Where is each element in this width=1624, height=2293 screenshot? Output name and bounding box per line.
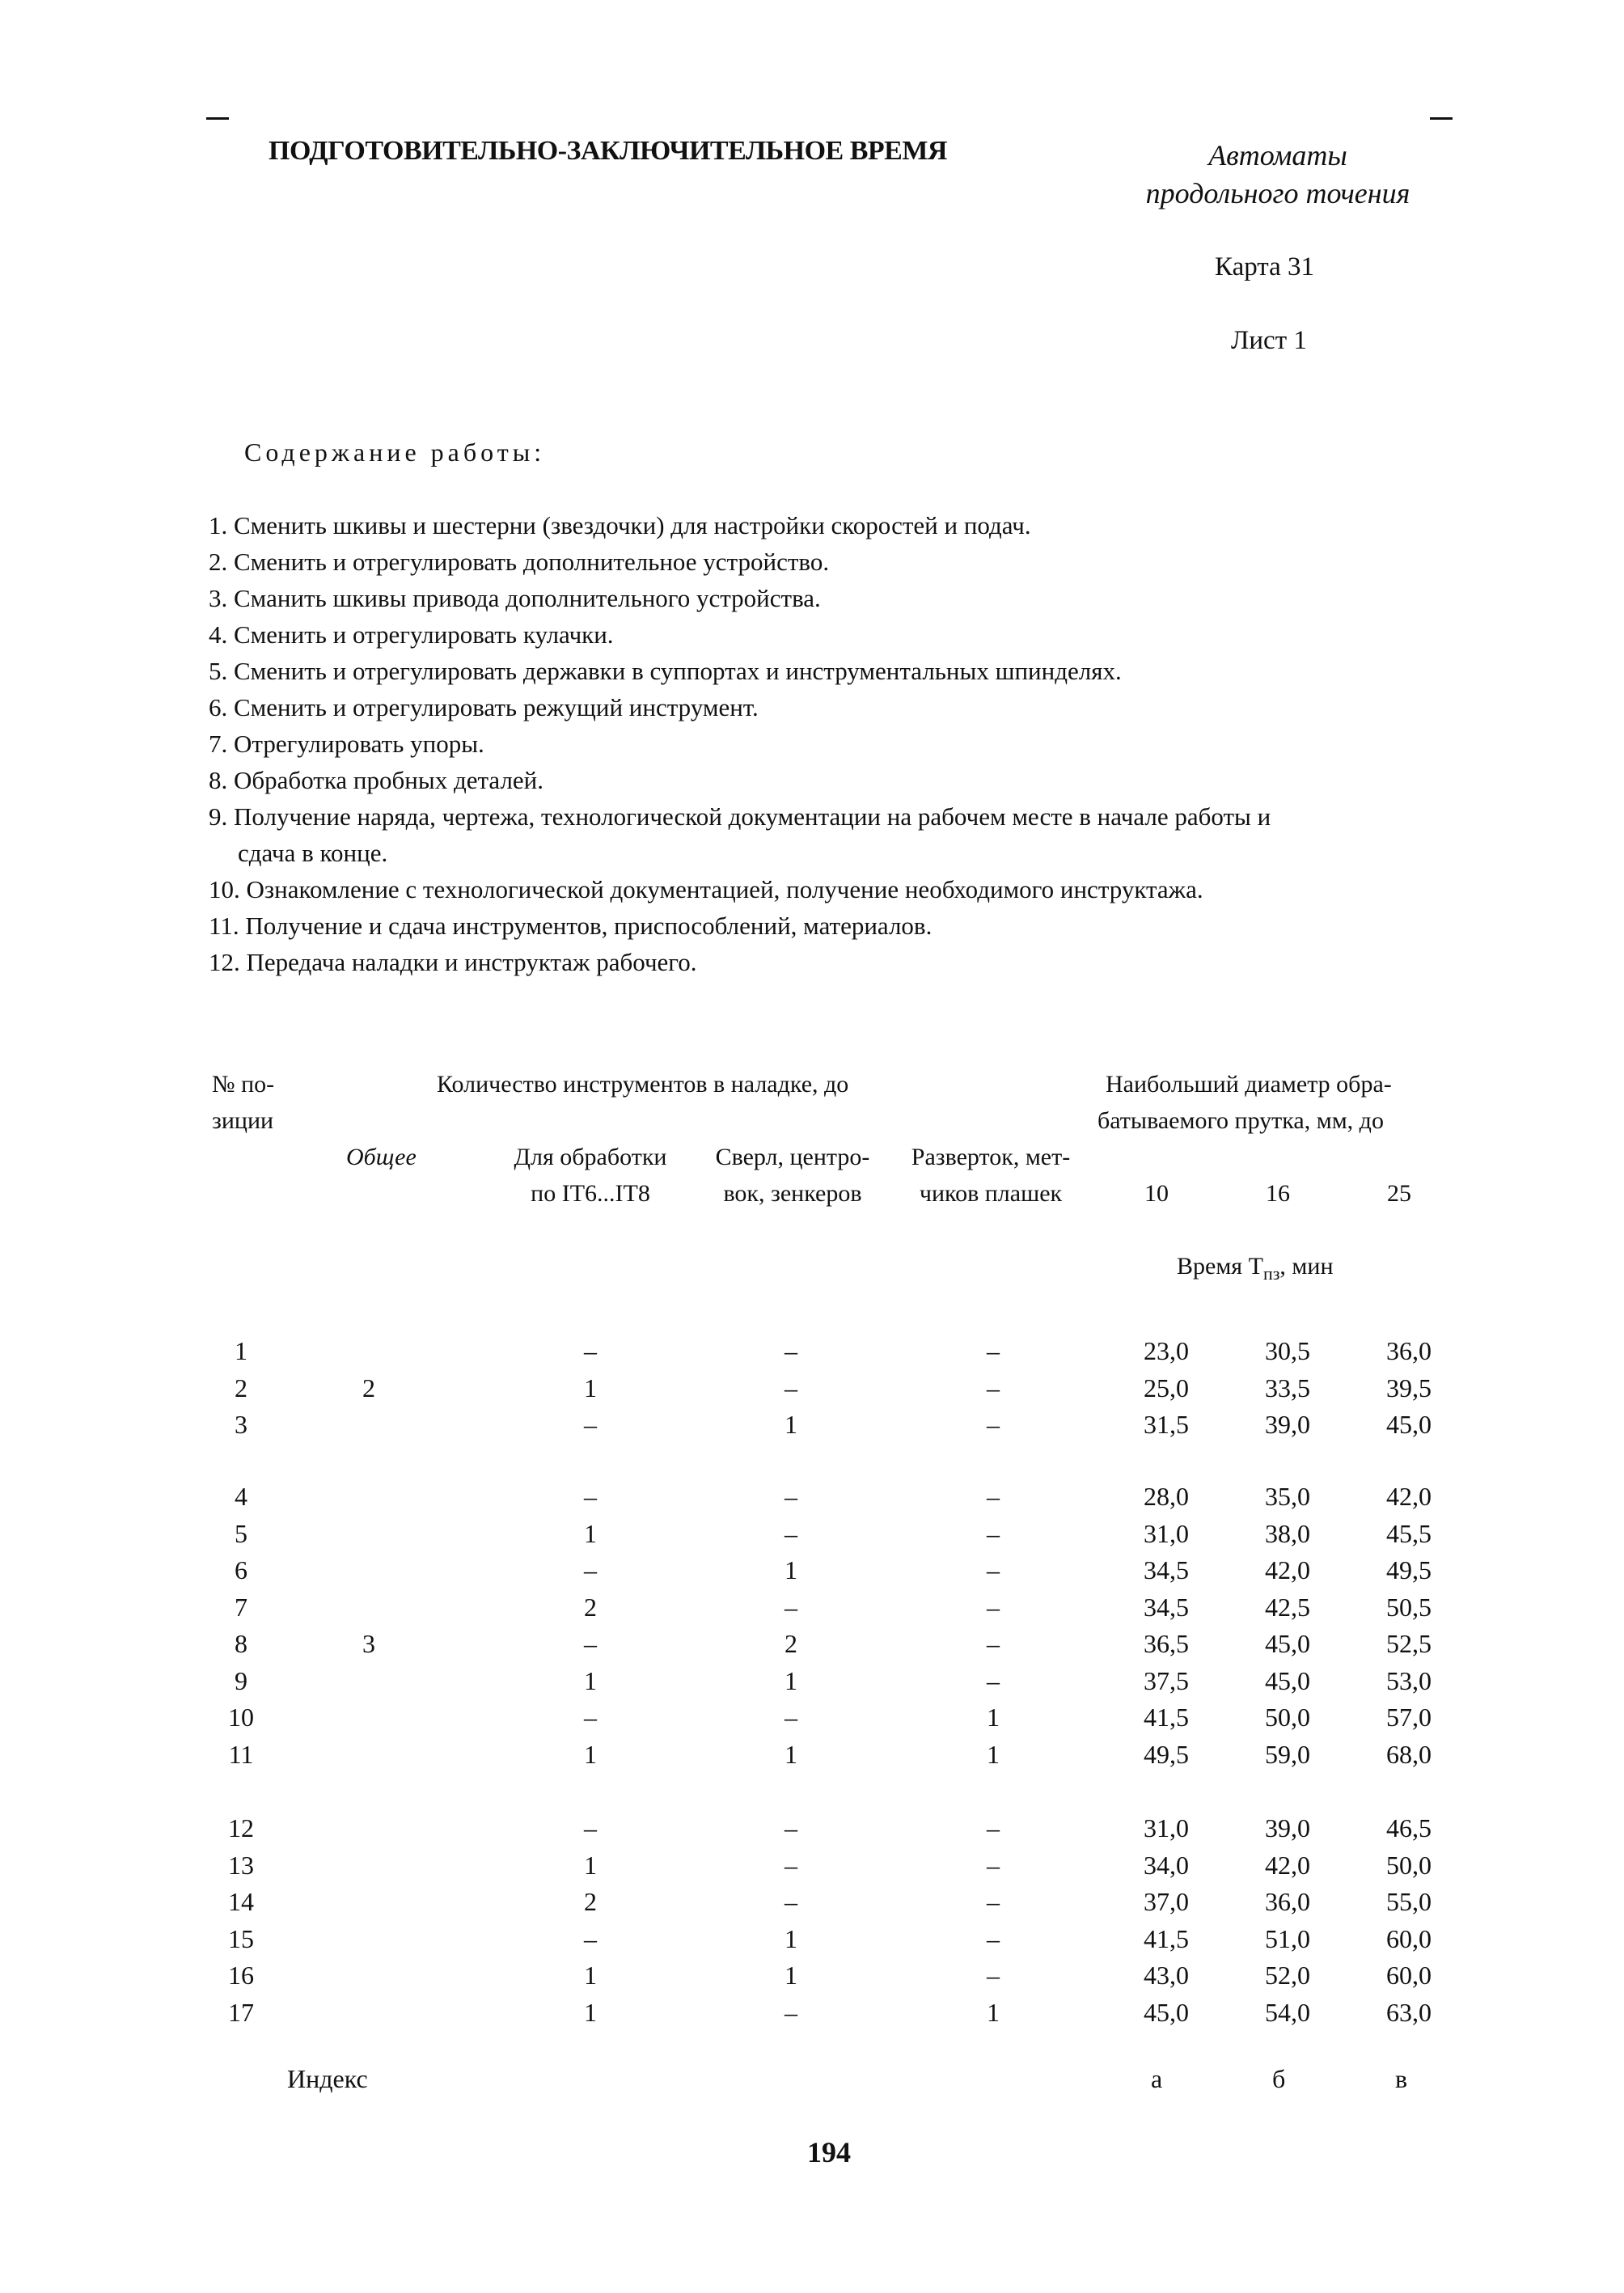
page-title: ПОДГОТОВИТЕЛЬНО-ЗАКЛЮЧИТЕЛЬНОЕ ВРЕМЯ: [269, 136, 947, 166]
col-drill-header: Сверл, центро-: [715, 1144, 870, 1170]
cell-diam-16: 30,5: [1265, 1336, 1310, 1365]
cell-ream: –: [987, 1961, 1000, 1990]
cell-drill: –: [785, 1373, 797, 1402]
cell-diam-25: 63,0: [1386, 1997, 1432, 2027]
cell-it: 1: [584, 1997, 597, 2027]
list-item: 12. Передача наладки и инструктаж рабочего.: [209, 948, 697, 976]
cell-ream: –: [987, 1923, 1000, 1953]
cell-drill: –: [785, 1482, 797, 1511]
content-heading: Содержание работы:: [244, 438, 546, 467]
cell-ream: –: [987, 1629, 1000, 1658]
cell-diam-25: 57,0: [1386, 1703, 1432, 1732]
list-item: 7. Отрегулировать упоры.: [209, 730, 484, 758]
cell-diam-25: 42,0: [1386, 1482, 1432, 1511]
list-item: 5. Сменить и отрегулировать державки в суппортах и инструментальных шпинделях.: [209, 657, 1122, 685]
cell-diam-10: 41,5: [1144, 1703, 1189, 1732]
cell-drill: 1: [785, 1923, 797, 1953]
cell-diam-10: 37,0: [1144, 1887, 1189, 1916]
cell-it: –: [584, 1629, 597, 1658]
cell-drill: –: [785, 1887, 797, 1916]
cell-it: 1: [584, 1373, 597, 1402]
cell-diam-16: 45,0: [1265, 1665, 1310, 1695]
cell-it: –: [584, 1703, 597, 1732]
index-v: в: [1395, 2064, 1408, 2093]
cell-it: –: [584, 1923, 597, 1953]
cell-diam-16: 54,0: [1265, 1997, 1310, 2027]
list-item-continuation: сдача в конце.: [238, 839, 388, 867]
cell-diam-25: 52,5: [1386, 1629, 1432, 1658]
list-item: 10. Ознакомление с технологической документацией, получение необходимого инструктажа.: [209, 875, 1203, 903]
cell-diam-16: 35,0: [1265, 1482, 1310, 1511]
cell-diam-25: 60,0: [1386, 1923, 1432, 1953]
cell-ream: –: [987, 1592, 1000, 1622]
cell-position: 16: [228, 1961, 254, 1990]
diameter-group-header: Наибольший диаметр обра-: [1106, 1071, 1392, 1098]
cell-it: –: [584, 1410, 597, 1439]
cell-drill: –: [785, 1518, 797, 1548]
cell-diam-10: 43,0: [1144, 1961, 1189, 1990]
cell-diam-16: 39,0: [1265, 1813, 1310, 1842]
cell-drill: 2: [785, 1629, 797, 1658]
cell-diam-25: 45,0: [1386, 1410, 1432, 1439]
cell-diam-10: 23,0: [1144, 1336, 1189, 1365]
index-label: Индекс: [287, 2064, 368, 2093]
cell-diam-16: 39,0: [1265, 1410, 1310, 1439]
cell-diam-16: 36,0: [1265, 1887, 1310, 1916]
cell-position: 17: [228, 1997, 254, 2027]
cell-ream: –: [987, 1410, 1000, 1439]
list-item: 6. Сменить и отрегулировать режущий инструмент.: [209, 693, 759, 721]
col-diam-16-header: 16: [1266, 1180, 1290, 1207]
cell-ream: –: [987, 1373, 1000, 1402]
cell-position: 9: [235, 1665, 247, 1695]
cell-position: 12: [228, 1813, 254, 1842]
cell-position: 2: [235, 1373, 247, 1402]
index-a: а: [1151, 2064, 1163, 2093]
cell-it: 2: [584, 1887, 597, 1916]
cell-diam-25: 53,0: [1386, 1665, 1432, 1695]
cell-diam-10: 28,0: [1144, 1482, 1189, 1511]
cell-diam-10: 34,5: [1144, 1555, 1189, 1584]
diameter-group-header-2: батываемого прутка, мм, до: [1097, 1107, 1384, 1134]
cell-it: 2: [584, 1592, 597, 1622]
cell-diam-10: 31,0: [1144, 1813, 1189, 1842]
cell-diam-16: 42,0: [1265, 1850, 1310, 1880]
cell-ream: 1: [987, 1997, 1000, 2027]
cell-drill: –: [785, 1813, 797, 1842]
card-number: Карта 31: [1215, 252, 1315, 281]
cell-it: 1: [584, 1665, 597, 1695]
time-label: Время Т: [1177, 1253, 1263, 1280]
time-unit: , мин: [1279, 1253, 1334, 1280]
cell-position: 14: [228, 1887, 254, 1916]
time-header: [1177, 1248, 1334, 1292]
col-position-header-2: зиции: [212, 1107, 274, 1134]
sheet-number: Лист 1: [1231, 326, 1307, 355]
cell-position: 7: [235, 1592, 247, 1622]
cell-position: 10: [228, 1703, 254, 1732]
cell-diam-16: 45,0: [1265, 1629, 1310, 1658]
cell-drill: –: [785, 1703, 797, 1732]
list-item: 11. Получение и сдача инструментов, приспособлений, материалов.: [209, 912, 933, 940]
cell-diam-25: 45,5: [1386, 1518, 1432, 1548]
cell-total: 3: [362, 1629, 375, 1658]
cell-ream: –: [987, 1518, 1000, 1548]
cell-it: –: [584, 1555, 597, 1584]
col-it-header-2: по IT6...IT8: [531, 1180, 650, 1207]
col-it-header: Для обработки: [514, 1144, 667, 1170]
cell-diam-10: 45,0: [1144, 1997, 1189, 2027]
list-item: 8. Обработка пробных деталей.: [209, 766, 544, 794]
cell-position: 11: [228, 1739, 254, 1769]
cell-ream: –: [987, 1887, 1000, 1916]
time-subscript: пз: [1262, 1263, 1280, 1284]
cell-drill: 1: [785, 1665, 797, 1695]
cell-total: 2: [362, 1373, 375, 1402]
cell-diam-16: 50,0: [1265, 1703, 1310, 1732]
cell-diam-10: 41,5: [1144, 1923, 1189, 1953]
cell-it: 1: [584, 1850, 597, 1880]
cell-position: 4: [235, 1482, 247, 1511]
list-item: 4. Сменить и отрегулировать кулачки.: [209, 620, 614, 649]
category-line-2: продольного точения: [1145, 177, 1410, 209]
cell-ream: –: [987, 1665, 1000, 1695]
list-item: 2. Сменить и отрегулировать дополнительное устройство.: [209, 548, 830, 576]
cell-it: 1: [584, 1518, 597, 1548]
cell-ream: –: [987, 1482, 1000, 1511]
cell-ream: 1: [987, 1739, 1000, 1769]
index-b: б: [1272, 2064, 1286, 2093]
cell-drill: 1: [785, 1555, 797, 1584]
cell-it: –: [584, 1336, 597, 1365]
cell-position: 6: [235, 1555, 247, 1584]
cell-diam-16: 51,0: [1265, 1923, 1310, 1953]
col-diam-10-header: 10: [1144, 1180, 1169, 1207]
work-items-list: [209, 507, 1271, 980]
cell-diam-25: 50,5: [1386, 1592, 1432, 1622]
cell-diam-10: 31,5: [1144, 1410, 1189, 1439]
cell-diam-25: 55,0: [1386, 1887, 1432, 1916]
cell-drill: –: [785, 1592, 797, 1622]
tools-group-header: Количество инструментов в наладке, до: [437, 1071, 849, 1098]
cell-ream: –: [987, 1850, 1000, 1880]
cell-diam-10: 34,0: [1144, 1850, 1189, 1880]
cell-diam-16: 38,0: [1265, 1518, 1310, 1548]
col-diam-25-header: 25: [1387, 1180, 1411, 1207]
cell-ream: 1: [987, 1703, 1000, 1732]
cell-it: 1: [584, 1961, 597, 1990]
cell-diam-25: 49,5: [1386, 1555, 1432, 1584]
cell-position: 1: [235, 1336, 247, 1365]
cell-drill: –: [785, 1850, 797, 1880]
cell-diam-25: 60,0: [1386, 1961, 1432, 1990]
cell-diam-10: 34,5: [1144, 1592, 1189, 1622]
cell-diam-16: 52,0: [1265, 1961, 1310, 1990]
cell-it: –: [584, 1482, 597, 1511]
col-drill-header-2: вок, зенкеров: [723, 1180, 862, 1207]
cell-drill: –: [785, 1997, 797, 2027]
page-number: 194: [807, 2136, 851, 2168]
list-item: 3. Сманить шкивы привода дополнительного устройства.: [209, 584, 821, 612]
cell-it: –: [584, 1813, 597, 1842]
cell-diam-10: 31,0: [1144, 1518, 1189, 1548]
cell-diam-25: 68,0: [1386, 1739, 1432, 1769]
cell-diam-10: 37,5: [1144, 1665, 1189, 1695]
cell-ream: –: [987, 1336, 1000, 1365]
corner-mark-left: [206, 117, 229, 120]
cell-diam-16: 59,0: [1265, 1739, 1310, 1769]
cell-drill: 1: [785, 1739, 797, 1769]
list-item: 9. Получение наряда, чертежа, технологической документации на рабочем месте в начале работы и: [209, 802, 1271, 831]
corner-mark-right: [1430, 117, 1453, 120]
cell-drill: 1: [785, 1961, 797, 1990]
cell-diam-10: 49,5: [1144, 1739, 1189, 1769]
cell-diam-25: 36,0: [1386, 1336, 1432, 1365]
cell-diam-10: 25,0: [1144, 1373, 1189, 1402]
cell-position: 13: [228, 1850, 254, 1880]
col-ream-header-2: чиков плашек: [919, 1180, 1063, 1207]
cell-position: 5: [235, 1518, 247, 1548]
cell-ream: –: [987, 1813, 1000, 1842]
col-position-header: № по-: [212, 1071, 275, 1098]
cell-ream: –: [987, 1555, 1000, 1584]
cell-diam-16: 33,5: [1265, 1373, 1310, 1402]
cell-diam-16: 42,0: [1265, 1555, 1310, 1584]
list-item: 1. Сменить шкивы и шестерни (звездочки) для настройки скоростей и подач.: [209, 511, 1031, 539]
cell-it: 1: [584, 1739, 597, 1769]
category-line-1: Автоматы: [1208, 139, 1347, 171]
cell-diam-25: 46,5: [1386, 1813, 1432, 1842]
cell-diam-16: 42,5: [1265, 1592, 1310, 1622]
cell-diam-10: 36,5: [1144, 1629, 1189, 1658]
cell-position: 3: [235, 1410, 247, 1439]
col-ream-header: Разверток, мет-: [911, 1144, 1071, 1170]
cell-diam-25: 39,5: [1386, 1373, 1432, 1402]
col-total-header: Общее: [346, 1144, 417, 1170]
cell-position: 15: [228, 1923, 254, 1953]
cell-diam-25: 50,0: [1386, 1850, 1432, 1880]
cell-position: 8: [235, 1629, 247, 1658]
cell-drill: 1: [785, 1410, 797, 1439]
cell-drill: –: [785, 1336, 797, 1365]
